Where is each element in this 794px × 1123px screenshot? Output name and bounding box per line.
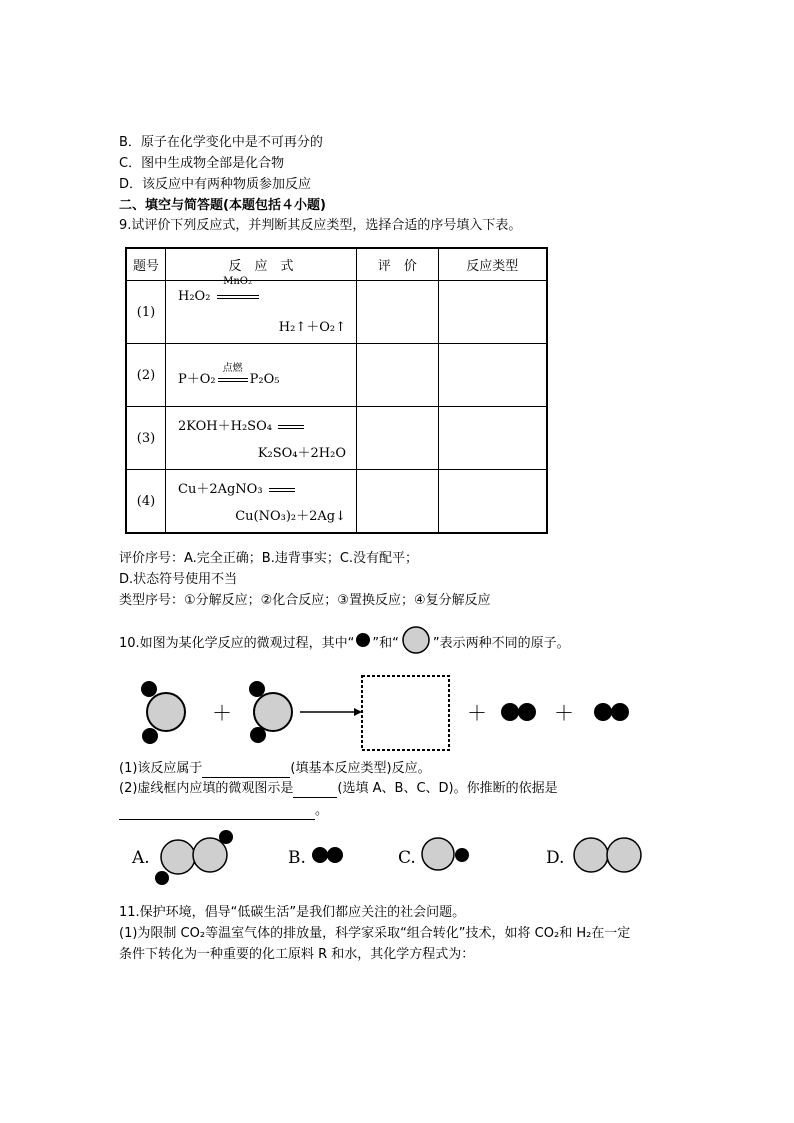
- q10-sub2-end: 。: [315, 803, 329, 818]
- q10-sub1: [119, 759, 431, 778]
- option-label: B.: [288, 848, 306, 868]
- large-atom-icon: [399, 626, 433, 656]
- equation-condition: 点燃: [222, 362, 243, 374]
- row-num: (4): [126, 470, 166, 534]
- q11-sub1-line1: (1)为限制 CO₂等温室气体的排放量，科学家采取“组合转化”技术，如将 CO₂和 H₂在一定: [119, 926, 631, 941]
- option-label: D.: [546, 848, 565, 868]
- answer-options: [125, 825, 655, 890]
- q10-intro-pre: 10.如图为某化学反应的微观过程，其中“: [119, 636, 355, 651]
- product-molecule: [594, 703, 629, 721]
- equation-condition: MnO₂: [223, 275, 252, 287]
- small-atom-icon: [354, 632, 372, 650]
- equation-reactants: 2KOH＋H₂SO₄: [178, 419, 272, 434]
- equation-products: P₂O₅: [249, 372, 280, 387]
- type-cell[interactable]: [438, 344, 547, 407]
- answer-blank[interactable]: [119, 801, 315, 820]
- equation-products: Cu(NO₃)₂＋2Ag↓: [235, 509, 346, 524]
- evaluation-cell[interactable]: [357, 344, 439, 407]
- option-label: A.: [132, 848, 150, 868]
- q10-intro: [119, 626, 570, 656]
- equation-reactants: H₂O₂: [178, 289, 211, 304]
- q10-sub1-post: (填基本反应类型)反应。: [290, 761, 431, 776]
- condition-sign: [216, 362, 250, 387]
- table-row: [126, 344, 547, 407]
- plus-sign: ＋: [467, 701, 487, 725]
- evaluation-cell[interactable]: [357, 470, 439, 534]
- table-row: [126, 281, 547, 344]
- q10-sub2-cont: [119, 801, 328, 820]
- type-cell[interactable]: [438, 407, 547, 470]
- q9-prompt: 9.试评价下列反应式，并判断其反应类型，选择合适的序号填入下表。: [119, 218, 522, 233]
- equation-reactants: P＋O₂: [178, 372, 216, 387]
- dashed-box[interactable]: [362, 676, 449, 750]
- table-row: [126, 470, 547, 534]
- q10-sub1-pre: (1)该反应属于: [119, 761, 203, 776]
- equation-cell: [166, 344, 357, 407]
- reaction-diagram: [130, 670, 650, 755]
- answer-blank[interactable]: [293, 779, 337, 798]
- q11-intro: 11.保护环境，倡导“低碳生活”是我们都应关注的社会问题。: [119, 905, 466, 920]
- header-type: 反应类型: [438, 248, 547, 281]
- eval-codes: 评价序号：A.完全正确；B.违背事实；C.没有配平；: [119, 551, 419, 566]
- header-evaluation: 评 价: [357, 248, 439, 281]
- option-b[interactable]: [288, 847, 343, 868]
- plus-sign: ＋: [212, 701, 232, 725]
- q10-intro-mid: ”和“: [372, 636, 399, 651]
- q8-option-c: C．图中生成物全部是化合物: [119, 156, 285, 171]
- option-a[interactable]: [131, 830, 233, 885]
- equation-cell: [166, 470, 357, 534]
- header-equation: 反 应 式: [166, 248, 357, 281]
- option-d[interactable]: [546, 838, 641, 872]
- type-cell[interactable]: [438, 281, 547, 344]
- evaluation-cell[interactable]: [357, 407, 439, 470]
- q10-sub2-post: (选填 A、B、C、D)。你推断的依据是: [337, 781, 558, 796]
- answer-blank[interactable]: [202, 759, 290, 778]
- reactant-molecule: [249, 681, 292, 743]
- product-molecule: [501, 703, 536, 721]
- row-num: (1): [126, 281, 166, 344]
- equals-sign: [276, 420, 306, 434]
- equals-sign: [267, 483, 297, 497]
- equation-cell: [166, 407, 357, 470]
- q8-option-d: D．该反应中有两种物质参加反应: [119, 177, 312, 192]
- plus-sign: ＋: [554, 701, 574, 725]
- equation-cell: [166, 275, 357, 344]
- option-c[interactable]: [398, 838, 469, 870]
- header-num: 题号: [126, 248, 166, 281]
- equation-reactants: Cu＋2AgNO₃: [178, 482, 263, 497]
- q10-sub2: [119, 779, 558, 798]
- q11-sub1-line2: 条件下转化为一种重要的化工原料 R 和水，其化学方程式为：: [119, 947, 475, 962]
- row-num: (3): [126, 407, 166, 470]
- table-row: [126, 407, 547, 470]
- row-num: (2): [126, 344, 166, 407]
- equation-products: H₂↑＋O₂↑: [278, 320, 346, 335]
- q8-option-b: B．原子在化学变化中是不可再分的: [119, 135, 323, 150]
- type-cell[interactable]: [438, 470, 547, 534]
- eval-codes-cont: D.状态符号使用不当: [119, 572, 238, 587]
- reaction-table: [125, 247, 548, 534]
- equation-products: K₂SO₄＋2H₂O: [257, 446, 346, 461]
- q10-sub2-pre: (2)虚线框内应填的微观图示是: [119, 781, 294, 796]
- condition-sign: [215, 275, 261, 304]
- evaluation-cell[interactable]: [357, 281, 439, 344]
- section-heading: 二、填空与简答题(本题包括４小题): [119, 198, 326, 213]
- type-codes: 类型序号：①分解反应；②化合反应；③置换反应；④复分解反应: [119, 593, 491, 608]
- option-label: C.: [398, 848, 416, 868]
- reactant-molecule: [141, 681, 185, 744]
- q10-intro-post: ”表示两种不同的原子。: [432, 636, 570, 651]
